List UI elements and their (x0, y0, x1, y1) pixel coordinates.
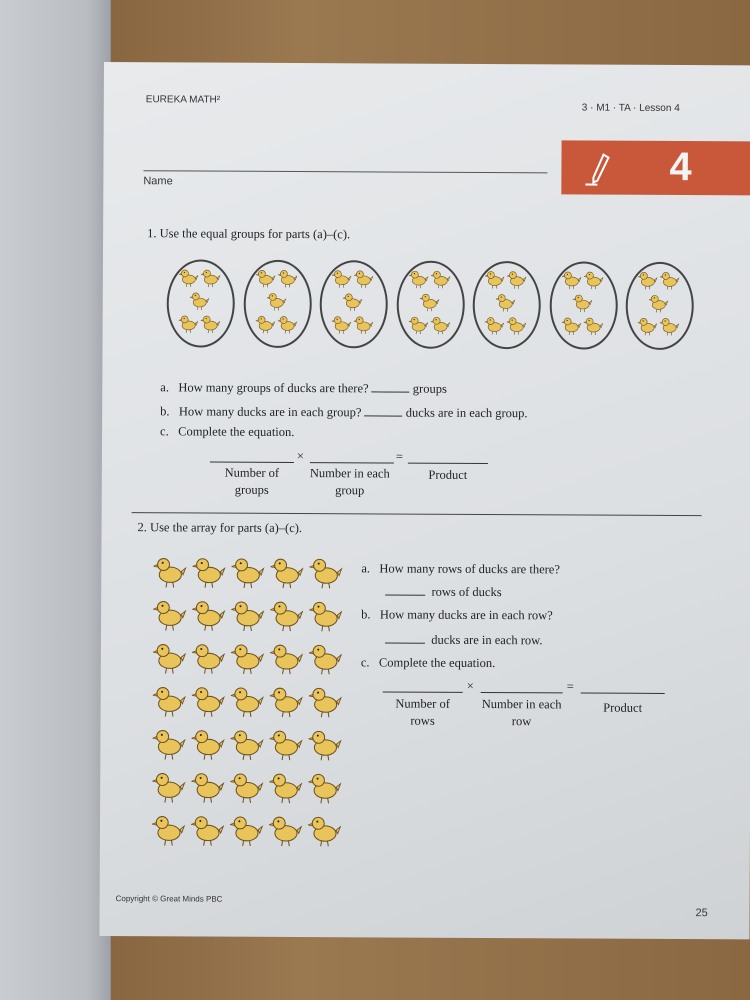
duck-icon (152, 726, 186, 760)
duck-icon (507, 315, 527, 335)
question-text: How many groups of ducks are there? (178, 380, 369, 396)
duck-icon (201, 314, 221, 334)
label-product: Product (603, 700, 643, 715)
blank-factor2[interactable] (310, 462, 394, 463)
duck-icon (231, 555, 265, 589)
question-text: How many ducks are in each group? (178, 404, 362, 420)
problem1-b (160, 402, 527, 421)
duck-icon (190, 290, 210, 310)
answer-suffix: groups (412, 381, 447, 396)
duck-icon (408, 315, 428, 335)
duck-group (549, 261, 617, 349)
duck-icon (485, 315, 505, 335)
question-text: Complete the equation. (178, 424, 295, 440)
duck-icon (332, 314, 352, 334)
question-text: Complete the equation. (378, 655, 496, 671)
duck-icon (309, 598, 343, 632)
duck-icon (649, 293, 669, 313)
answer-suffix: ducks are in each group. (405, 405, 528, 421)
duck-icon (660, 270, 680, 290)
duck-group (473, 261, 541, 349)
label-groups: Number of groups (224, 465, 280, 497)
duck-icon (309, 641, 343, 675)
duck-icon (269, 770, 303, 804)
brand: EUREKA MATH² (145, 94, 221, 106)
duck-icon (191, 726, 225, 760)
duck-icon (152, 769, 186, 803)
pencil-icon (583, 153, 619, 187)
duck-icon (309, 555, 343, 589)
blank-factor1[interactable] (210, 462, 294, 463)
label-rows: Number of rows (395, 696, 450, 728)
duck-icon (638, 270, 658, 290)
label-product: Product (428, 467, 468, 482)
duck-icon (561, 269, 581, 289)
duck-icon (308, 770, 342, 804)
equal-groups (166, 259, 726, 354)
duck-group (243, 260, 311, 348)
problem1-a (160, 378, 447, 397)
duck-icon (266, 291, 286, 311)
problem2-prompt: 2. Use the array for parts (a)–(c). (137, 520, 303, 536)
duck-icon (192, 640, 226, 674)
answer-blank[interactable] (372, 379, 410, 392)
equals-sign: = (566, 679, 574, 694)
duck-icon (231, 641, 265, 675)
part-letter: a. (361, 561, 371, 576)
duck-icon (309, 684, 343, 718)
duck-group (167, 259, 235, 347)
duck-icon (270, 684, 304, 718)
duck-icon (230, 770, 264, 804)
duck-icon (153, 683, 187, 717)
duck-icon (192, 683, 226, 717)
duck-icon (430, 315, 450, 335)
duck-icon (354, 314, 374, 334)
answer-suffix: rows of ducks (431, 584, 502, 600)
duck-icon (270, 598, 304, 632)
duck-icon (179, 267, 199, 287)
duck-icon (179, 313, 199, 333)
duck-group (320, 260, 388, 348)
duck-group (396, 261, 464, 349)
problem1-c (160, 424, 294, 440)
part-letter: a. (160, 380, 170, 395)
problem2-parts (361, 561, 662, 672)
duck-icon (419, 292, 439, 312)
duck-icon (583, 316, 603, 336)
blank-factor1[interactable] (383, 691, 463, 692)
duck-icon (660, 316, 680, 336)
answer-blank[interactable] (365, 403, 403, 416)
duck-icon (192, 597, 226, 631)
question-text: How many rows of ducks are there? (379, 561, 560, 577)
worksheet-page (99, 62, 750, 939)
duck-icon (507, 269, 527, 289)
answer-blank[interactable] (385, 630, 425, 643)
duck-array (152, 554, 354, 865)
duck-icon (496, 292, 516, 312)
duck-icon (277, 314, 297, 334)
part-letter: b. (160, 404, 170, 419)
name-line[interactable] (143, 170, 547, 173)
duck-icon (230, 813, 264, 847)
duck-icon (638, 316, 658, 336)
part-letter: c. (160, 424, 169, 439)
duck-icon (277, 268, 297, 288)
duck-icon (485, 269, 505, 289)
times-sign: × (296, 449, 305, 464)
blank-product[interactable] (408, 463, 488, 464)
equals-sign: = (395, 449, 404, 464)
duck-icon (354, 268, 374, 288)
duck-icon (408, 269, 428, 289)
duck-icon (201, 268, 221, 288)
duck-icon (192, 554, 226, 588)
duck-icon (255, 314, 275, 334)
duck-group (626, 262, 694, 350)
page-number: 25 (695, 907, 708, 920)
name-label: Name (143, 175, 173, 188)
label-each-row: Number in each row (481, 696, 562, 729)
duck-icon (270, 641, 304, 675)
duck-icon (269, 727, 303, 761)
breadcrumb: 3 · M1 · TA · Lesson 4 (581, 102, 680, 115)
duck-icon (152, 812, 186, 846)
part-letter: b. (361, 607, 371, 622)
section-divider (132, 512, 702, 516)
duck-icon (572, 292, 592, 312)
problem1-equation (210, 449, 490, 510)
duck-icon (308, 813, 342, 847)
duck-icon (231, 598, 265, 632)
duck-icon (561, 315, 581, 335)
duck-icon (343, 291, 363, 311)
duck-icon (270, 555, 304, 589)
question-text: How many ducks are in each row? (379, 607, 553, 623)
blank-factor2[interactable] (481, 692, 563, 693)
duck-icon (153, 640, 187, 674)
duck-icon (230, 727, 264, 761)
times-sign: × (466, 678, 474, 693)
lesson-badge (561, 140, 750, 195)
duck-icon (153, 597, 187, 631)
problem1-prompt: 1. Use the equal groups for parts (a)–(c). (147, 226, 351, 242)
answer-blank[interactable] (385, 582, 425, 595)
blank-product[interactable] (581, 693, 665, 694)
duck-icon (332, 268, 352, 288)
duck-icon (191, 812, 225, 846)
answer-suffix: ducks are in each row. (431, 632, 543, 648)
lesson-number: 4 (669, 144, 692, 190)
problem2-equation (382, 677, 672, 739)
duck-icon (308, 727, 342, 761)
duck-icon (255, 268, 275, 288)
left-page (0, 0, 111, 1000)
duck-icon (231, 684, 265, 718)
duck-icon (583, 270, 603, 290)
duck-icon (153, 554, 187, 588)
copyright: Copyright © Great Minds PBC (115, 894, 223, 904)
duck-icon (269, 813, 303, 847)
duck-icon (430, 269, 450, 289)
duck-icon (191, 769, 225, 803)
part-letter: c. (360, 655, 370, 670)
label-each-group: Number in each group (309, 466, 390, 498)
